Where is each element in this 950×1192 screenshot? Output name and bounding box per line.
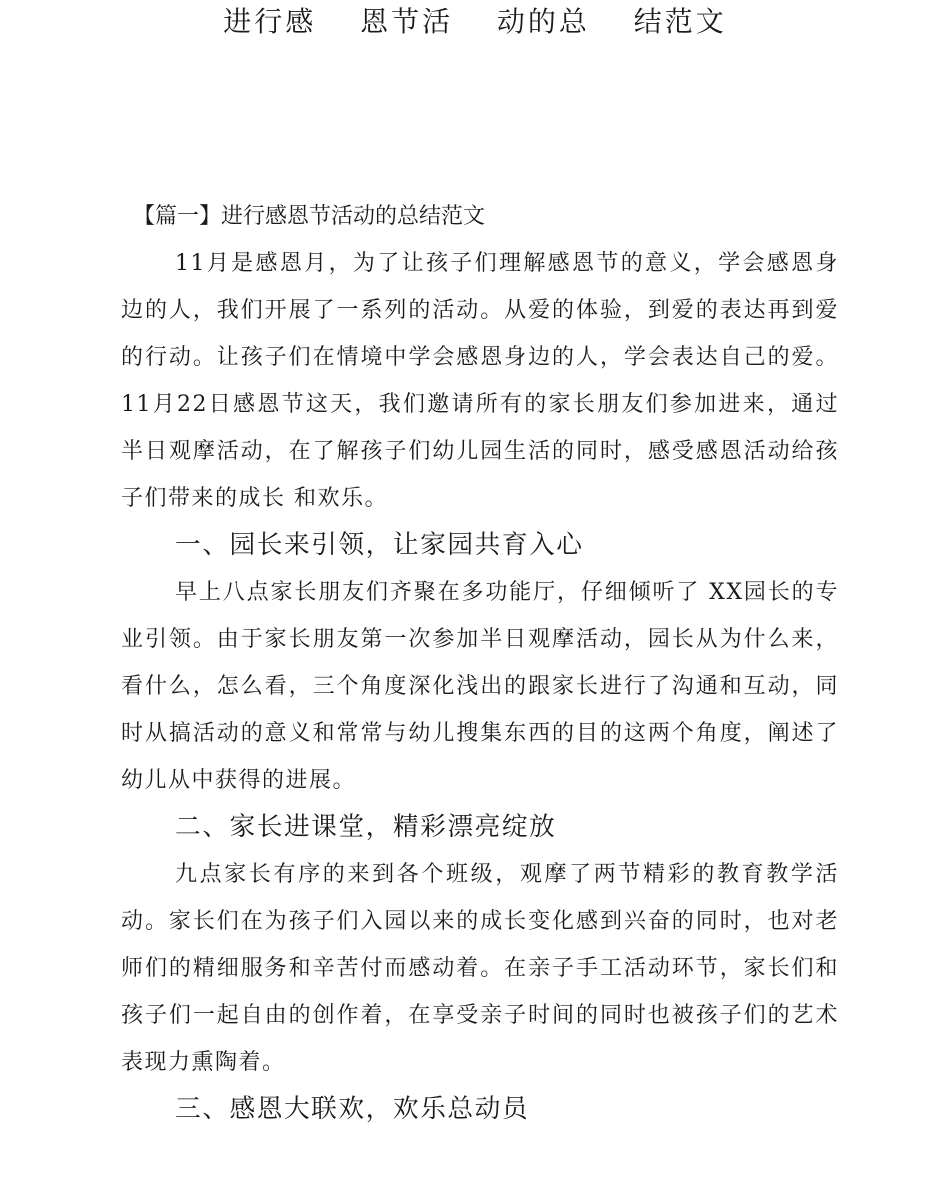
paragraph-intro: 11月是感恩月，为了让孩子们理解感恩节的意义，学会感恩身边的人，我们开展了一系列的活动。从爱的体验，到爱的表达再到爱的行动。让孩子们在情境中学会感恩身边的人，学会表达自己的爱。11月22日感恩节这天，我们邀请所有的家长朋友们参加进来，通过半日观摩活动，在了解孩子们幼儿园生活的同时，感受感恩活动给孩子们带来的成长 和欢乐。 [121,251,839,511]
paragraph-principal-guidance: 早上八点家长朋友们齐聚在多功能厅，仔细倾听了 XX园长的专业引领。由于家长朋友第一次参加半日观摩活动，园长从为什么来，看什么，怎么看，三个角度深化浅出的跟家长进行了沟通和互动，同时从搞活动的意义和常常与幼儿搜集东西的目的这两个角度，阐述了幼儿从中获得的进展。 [121,580,839,793]
subheading-parents-in-class: 二、家长进课堂，精彩漂亮绽放 [175,812,557,842]
subheading-principal-guidance: 一、园长来引领，让家园共育入心 [175,530,584,560]
document-title: 进行感 恩节活 动的总 结范文 [223,5,727,38]
section-heading: 【篇一】进行感恩节活动的总结范文 [133,204,486,229]
subheading-thanksgiving-party: 三、感恩大联欢，欢乐总动员 [175,1094,530,1124]
paragraph-parents-in-class: 九点家长有序的来到各个班级，观摩了两节精彩的教育教学活动。家长们在为孩子们入园以来的成长变化感到兴奋的同时，也对老师们的精细服务和辛苦付而感动着。在亲子手工活动环节，家长们和孩子们一起自由的创作着，在享受亲子时间的同时也被孩子们的艺术表现力熏陶着。 [121,862,839,1075]
document-body [121,193,839,1133]
